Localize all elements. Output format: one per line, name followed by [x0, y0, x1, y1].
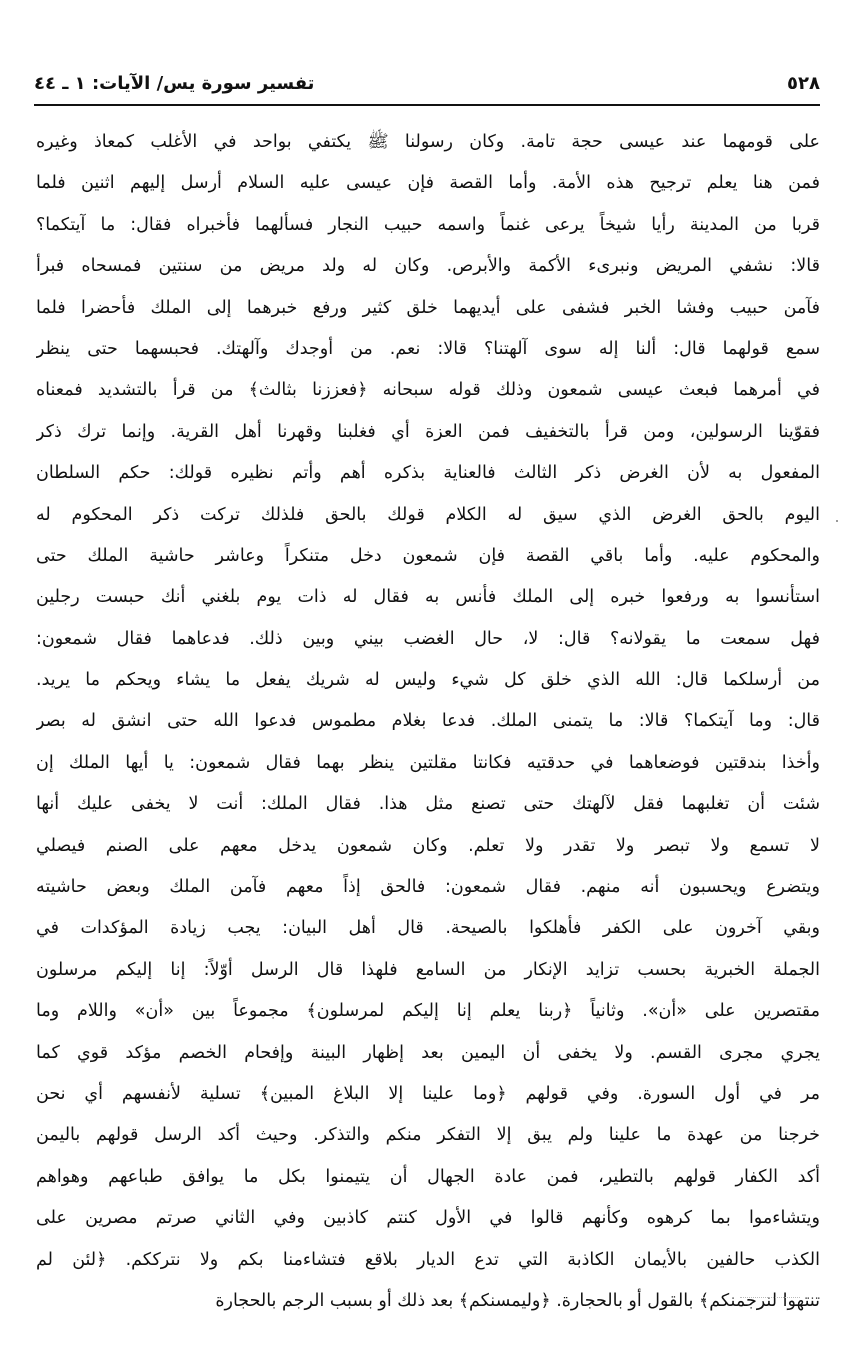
text-line: قربا من المدينة رأيا شيخاً يرعى غنماً واسمه حبيب النجار فسألهما فأخبراه فقال: ما آيتكما؟: [36, 214, 820, 235]
text-line: لا تسمع ولا تبصر ولا تقدر ولا تعلم. وكان شمعون يدخل معهم على الصنم فيصلي: [36, 835, 820, 856]
text-line: فهل سمعت ما يقولانه؟ قال: لا، حال الغضب بيني وبين ذلك. فدعاهما فقال شمعون:: [36, 628, 820, 649]
text-line: على قومهما عند عيسى حجة تامة. وكان رسولنا ﷺ يكتفي بواحد في الأغلب كمعاذ وغيره: [36, 132, 820, 152]
text-line: فقوّينا الرسولين، ومن قرأ بالتخفيف فمن العزة أي فغلبنا وقهرنا أهل القرية. وإنما ترك ذكر: [36, 421, 820, 442]
page-number: ٥٢٨: [787, 72, 820, 94]
text-line: من أرسلكما قال: الله الذي خلق كل شيء وليس له شريك يفعل ما يشاء ويحكم ما يريد.: [36, 670, 820, 691]
text-line: ويتشاءموا بما كرهوه وكأنهم قالوا في الأول كنتم كاذبين وفي الثاني صرتم مصرين على: [36, 1208, 820, 1229]
text-line: فآمن حبيب وفشا الخبر فشفى على أيديهما خلق كثير ورفع خبرهما إلى الملك فأحضرا فلما: [36, 297, 820, 318]
text-line: الجملة الخبرية بحسب تزايد الإنكار من السامع فلهذا قال الرسل أوّلاً: إنا إليكم مرسلون: [36, 959, 820, 980]
bottom-dotted-mark: [740, 1297, 800, 1298]
text-line: خرجنا من عهدة ما علينا ولم يبق إلا التفكر منكم والتذكر. وحيث أكد الرسل قولهم باليمن: [36, 1125, 820, 1146]
margin-speck: [836, 520, 838, 522]
text-line: قال: وما آيتكما؟ قالا: ما يتمنى الملك. فدعا بغلام مطموس فدعوا الله حتى انشق له بصر: [36, 711, 820, 732]
text-line: سمع قولهما قال: ألنا إله سوى آلهتنا؟ قالا: نعم. من أوجدك وآلهتك. فحبسهما حتى ينظر: [36, 338, 820, 359]
page-header: [34, 66, 820, 100]
text-line: استأنسوا به ورفعوا خبره إلى الملك فأنس به فقال له ذات يوم بلغني أنك حبست رجلين: [36, 587, 820, 608]
text-line: يجري مجرى القسم. ولا يخفى أن اليمين بعد إظهار البينة وإفحام الخصم مؤكد قوي كما: [36, 1042, 820, 1063]
text-line: مر في أول السورة. وفي قولهم ﴿وما علينا إلا البلاغ المبين﴾ تسلية لأنفسهم أي نحن: [36, 1083, 820, 1104]
text-line: تنتهوا لنرجمنكم﴾ بالقول أو بالحجارة. ﴿وليمسنكم﴾ بعد ذلك أو بسبب الرجم بالحجارة: [215, 1290, 820, 1311]
text-line: قالا: نشفي المريض ونبرىء الأكمة والأبرص. وكان له ولد مريض من سنتين فمسحاه فبرأ: [36, 256, 820, 277]
header-divider: [34, 104, 820, 106]
text-line: فمن هنا يعلم ترجيح هذه الأمة. وأما القصة فإن عيسى عليه السلام أرسل إليهم اثنين فلما: [36, 173, 820, 194]
text-line: في أمرهما فبعث عيسى شمعون وذلك قوله سبحانه ﴿فعززنا بثالث﴾ من قرأ بالتشديد فمعناه: [36, 380, 820, 401]
running-title: تفسير سورة يس/ الآيات: ١ ـ ٤٤: [34, 72, 315, 94]
text-line: شئت أن تغلبهما فقل لآلهتك حتى تصنع مثل هذا. فقال الملك: أنت لا يخفى عليك أنها: [36, 794, 820, 815]
text-line: وأخذا بندقتين فوضعاهما في حدقتيه فكانتا مقلتين ينظر بهما فقال شمعون: يا أيها الملك إن: [36, 752, 820, 773]
text-line: ويتضرع ويحسبون أنه منهم. فقال شمعون: فالحق إذاً معهم فآمن الملك وبعض حاشيته: [36, 877, 820, 898]
text-line: اليوم بالحق الغرض الذي سيق له الكلام قولك بالحق فلذلك تركت ذكر المحكوم له: [36, 504, 820, 525]
text-line: وبقي آخرون على الكفر فأهلكوا بالصيحة. قال أهل البيان: يجب زيادة المؤكدات في: [36, 918, 820, 939]
text-line: أكد الكفار قولهم بالتطير، فمن عادة الجهال أن يتيمنوا بكل ما يوافق طباعهم وهواهم: [36, 1166, 820, 1187]
text-line: المفعول به لأن الغرض ذكر الثالث فالعناية بذكره أهم وأتم نظيره قولك: حكم السلطان: [36, 463, 820, 484]
body-text: [36, 122, 820, 1322]
text-line: والمحكوم عليه. وأما باقي القصة فإن شمعون دخل متنكراً وعاشر حاشية الملك حتى: [36, 545, 820, 566]
text-line: مقتصرين على «أن». وثانياً ﴿ربنا يعلم إنا إليكم لمرسلون﴾ مجموعاً بين «أن» واللام وما: [36, 1001, 820, 1022]
text-line: الكذب حالفين بالأيمان الكاذبة التي تدع الديار بلاقع فتشاءمنا بكم ولا نترككم. ﴿لئن لم: [36, 1249, 820, 1270]
